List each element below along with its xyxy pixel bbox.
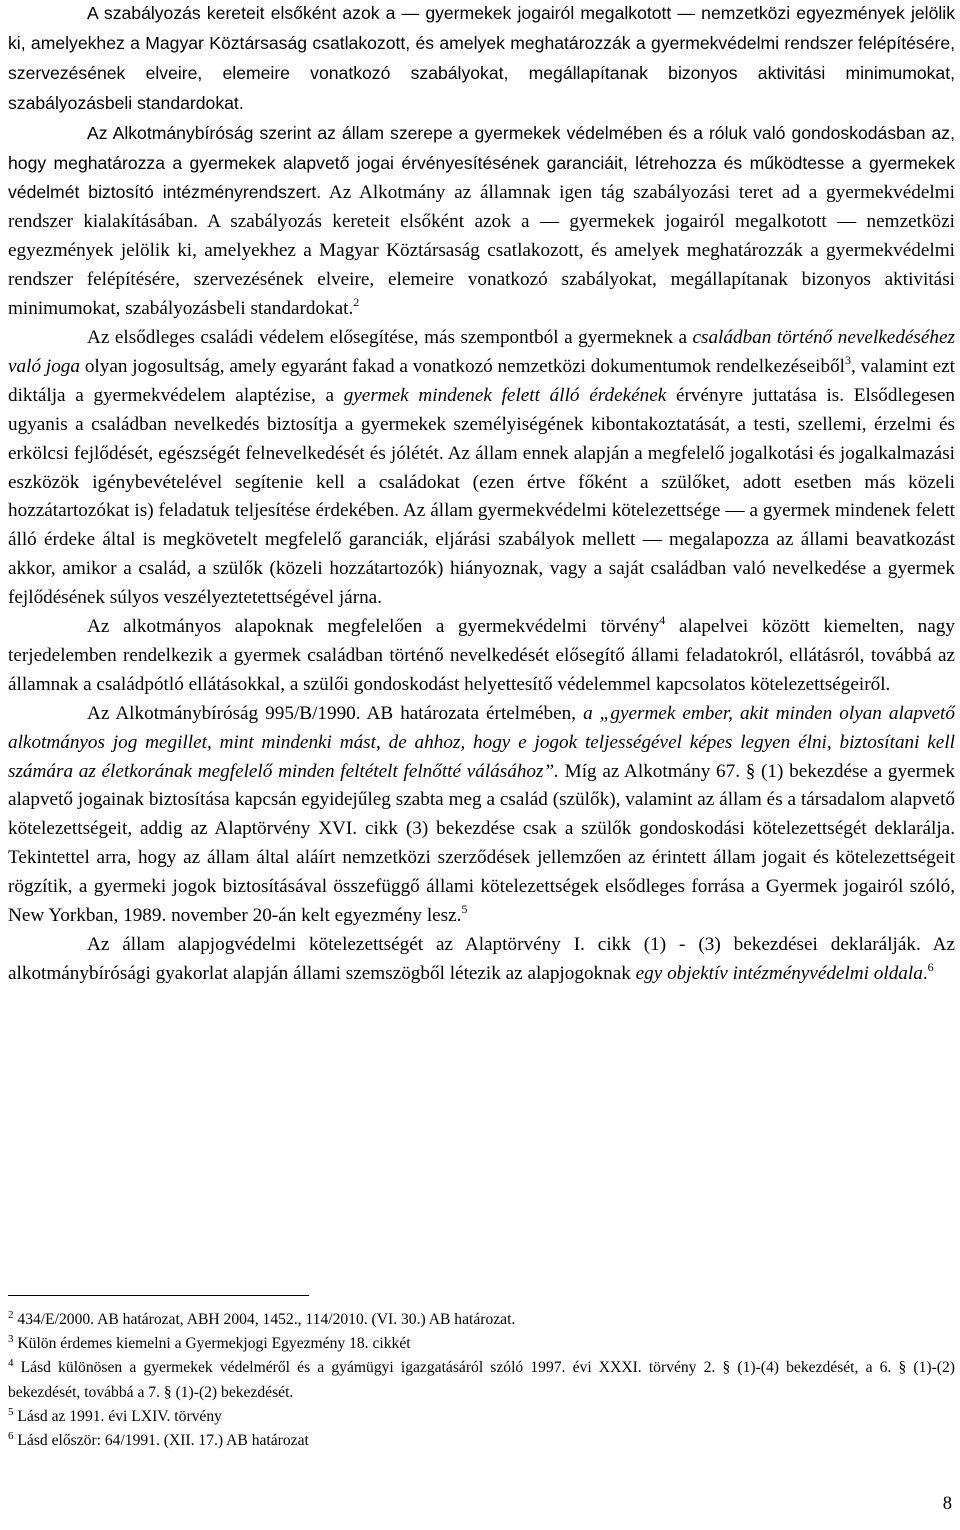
paragraph-3-italic-a: családban történő nevelkedéséhez való joga <box>8 326 955 377</box>
paragraph-3-text-c: olyan jogosultság, amely egyaránt fakad a vonatkozó nemzetközi dokumentumok rendelkezéseiből <box>80 355 846 377</box>
footnote-text: Külön érdemes kiemelni a Gyermekjogi Egyezmény 18. cikkét <box>13 1335 411 1353</box>
body-text <box>8 0 955 989</box>
paragraph-2-text-c: A szabályozás kereteit elsőként azok a — gyermekek jogairól megalkotott — nemzetközi egyezmények jelölik ki, amelyekhez a Magyar Köztársaság csatlakozott, és amelyek meghatározzák a gyermekvédelmi rendszer felépítésére, szervezésének elveire, elemeire vonatkozó szabályokat, megállapítanak bizonyos aktivitási minimumokat, szabályozásbeli standardokat. <box>8 211 955 320</box>
paragraph-5-text-a: Az Alkotmánybíróság 995/B/1990. AB határozata értelmében, <box>87 702 584 724</box>
paragraph-4 <box>8 613 955 700</box>
footnote-text: 434/E/2000. AB határozat, ABH 2004, 1452., 114/2010. (VI. 30.) AB határozat. <box>13 1311 516 1328</box>
page-number: 8 <box>942 1494 952 1514</box>
footnote-4 <box>8 1356 955 1404</box>
footnote-separator <box>8 1295 309 1296</box>
paragraph-5 <box>8 700 955 931</box>
footnote-5 <box>8 1405 955 1429</box>
paragraph-6 <box>8 931 955 989</box>
footnote-ref-3[interactable]: 3 <box>845 352 852 367</box>
footnote-ref-5[interactable]: 5 <box>461 902 468 917</box>
paragraph-1-text: A szabályozás kereteit elsőként azok a — gyermekek jogairól megalkotott — nemzetközi egyezmények jelölik ki, amelyekhez a Magyar Köztársaság csatlakozott, és amelyek meghatározzák a gyermekvédelmi rendszer felépítésére, szervezésének elveire, elemeire vonatkozó szabályokat, megállapítanak bizonyos aktivitási minimumokat, szabályozásbeli standardokat. <box>8 3 955 113</box>
paragraph-4-text-b: alapelvei között kiemelten, nagy terjedelemben rendelkezik a gyermek családban történő nevelkedését elősegítő állami feladatokról, ellátásról, továbbá az államnak a családpótló ellátásokkal, a szülői gondoskodást helyettesítő védelemmel kapcsolatos kötelezettségeiről. <box>8 616 955 695</box>
paragraph-3-text-f: érvényre juttatása is. Elsődlegesen ugyanis a családban nevelkedés biztosítja a gyermekek személyiségének kibontakoztatását, a testi, szellemi, érzelmi és erkölcsi fejlődését, egészségét felnevelkedését és jólétét. Az állam ennek alapján a megfelelő jogalkotási és jogalkalmazási eszközök igénybevételével segítenie kell a családokat (ezen értve főként a szülőket, adott esetben más közeli hozzátartozókat is) feladatuk teljesítése érdekében. Az állam gyermekvédelmi kötelezettsége — a gyermek mindenek felett álló érdeke által is megkövetelt megfelelő garanciák, eljárási szabályok mellett — megalapozza az állami beavatkozást akkor, amikor a család, a szülők (közeli hozzátartozók) hiányoznak, vagy a saját családban való nevelkedése a gyermek fejlődésének súlyos veszélyeztetettségével járna. <box>8 384 955 609</box>
paragraph-5-italic-quote: a „gyermek ember, akit minden olyan alapvető alkotmányos jog megillet, mint mindenki mást, de ahhoz, hogy e jogok teljességével képes legyen élni, biztosítani kell számára az életkorának megfelelő minden feltételt felnőtté válásához”. <box>8 702 955 782</box>
paragraph-3-italic-b: gyermek mindenek felett álló érdekének <box>343 384 667 406</box>
paragraph-3 <box>8 324 955 613</box>
paragraph-1 <box>8 0 955 119</box>
paragraph-2-text-b: Az Alkotmány az államnak igen tág szabályozási teret ad a gyermekvédelmi rendszer kialakításában. <box>8 182 955 233</box>
paragraph-6-italic: egy objektív intézményvédelmi oldala <box>635 962 923 984</box>
footnote-2 <box>8 1308 955 1332</box>
footnote-ref-2[interactable]: 2 <box>353 295 360 310</box>
footnote-number: 2 <box>8 1309 14 1321</box>
footnote-number: 3 <box>8 1333 14 1346</box>
paragraph-2-text-a: Az Alkotmánybíróság szerint az állam szerepe a gyermekek védelmében és a róluk való gondoskodásban az, hogy meghatározza a gyermekek alapvető jogai érvényesítésének garanciáit, létrehozza és működtesse a gyermekek védelmét biztosító intézményrendszert. <box>8 122 955 203</box>
footnote-6 <box>8 1429 955 1453</box>
footnote-number: 6 <box>8 1430 14 1443</box>
footnote-number: 5 <box>8 1405 14 1418</box>
footnote-text: Lásd különösen a gyermekek védelméről és a gyámügyi igazgatásáról szóló 1997. évi XXXI. törvény 2. § (1)-(4) bekezdését, a 6. § (1)-(2) bekezdését, továbbá a 7. § (1)-(2) bekezdését. <box>8 1359 955 1401</box>
footnote-text: Lásd először: 64/1991. (XII. 17.) AB határozat <box>13 1432 309 1450</box>
paragraph-5-text-c: Míg az Alkotmány 67. § (1) bekezdése a gyermek alapvető jogainak biztosítása kapcsán egyidejűleg szabta meg a család (szülők), valamint az állam és a társadalom alapvető kötelezettségeit, addig az Alaptörvény XVI. cikk (3) bekezdése csak a szülők gondoskodási kötelezettségét deklarálja. Tekintettel arra, hogy az állam által aláírt nemzetközi szerződések jellemzően az érintett állam jogait és kötelezettségeit rögzítik, a gyermeki jogok biztosításával összefüggő állami kötelezettségek elsődleges forrása a Gyermek jogairól szóló, New Yorkban, 1989. november 20-án kelt egyezmény lesz. <box>8 760 955 927</box>
paragraph-2 <box>8 119 955 324</box>
paragraph-6-text-a: Az állam alapjogvédelmi kötelezettségét az Alaptörvény I. cikk (1) - (3) bekezdései deklarálják. Az alkotmánybírósági gyakorlat alapján állami szemszögből létezik az alapjogoknak <box>8 934 955 984</box>
footnote-3 <box>8 1332 955 1356</box>
footnote-number: 4 <box>8 1357 14 1370</box>
paragraph-3-text-d: , valamint ezt diktálja a gyermekvédelem alaptézise, a <box>8 355 955 406</box>
footnotes <box>8 1308 955 1453</box>
paragraph-4-text-a: Az alkotmányos alapoknak megfelelően a gyermekvédelmi törvény <box>87 616 660 638</box>
footnote-ref-6[interactable]: 6 <box>927 959 934 974</box>
paragraph-3-text-a: Az elsődleges családi védelem elősegítése, más szempontból a gyermeknek a <box>87 326 693 348</box>
footnote-text: Lásd az 1991. évi LXIV. törvény <box>13 1407 222 1425</box>
paragraph-6-text-c: . <box>922 962 928 984</box>
footnote-ref-4[interactable]: 4 <box>659 613 666 628</box>
